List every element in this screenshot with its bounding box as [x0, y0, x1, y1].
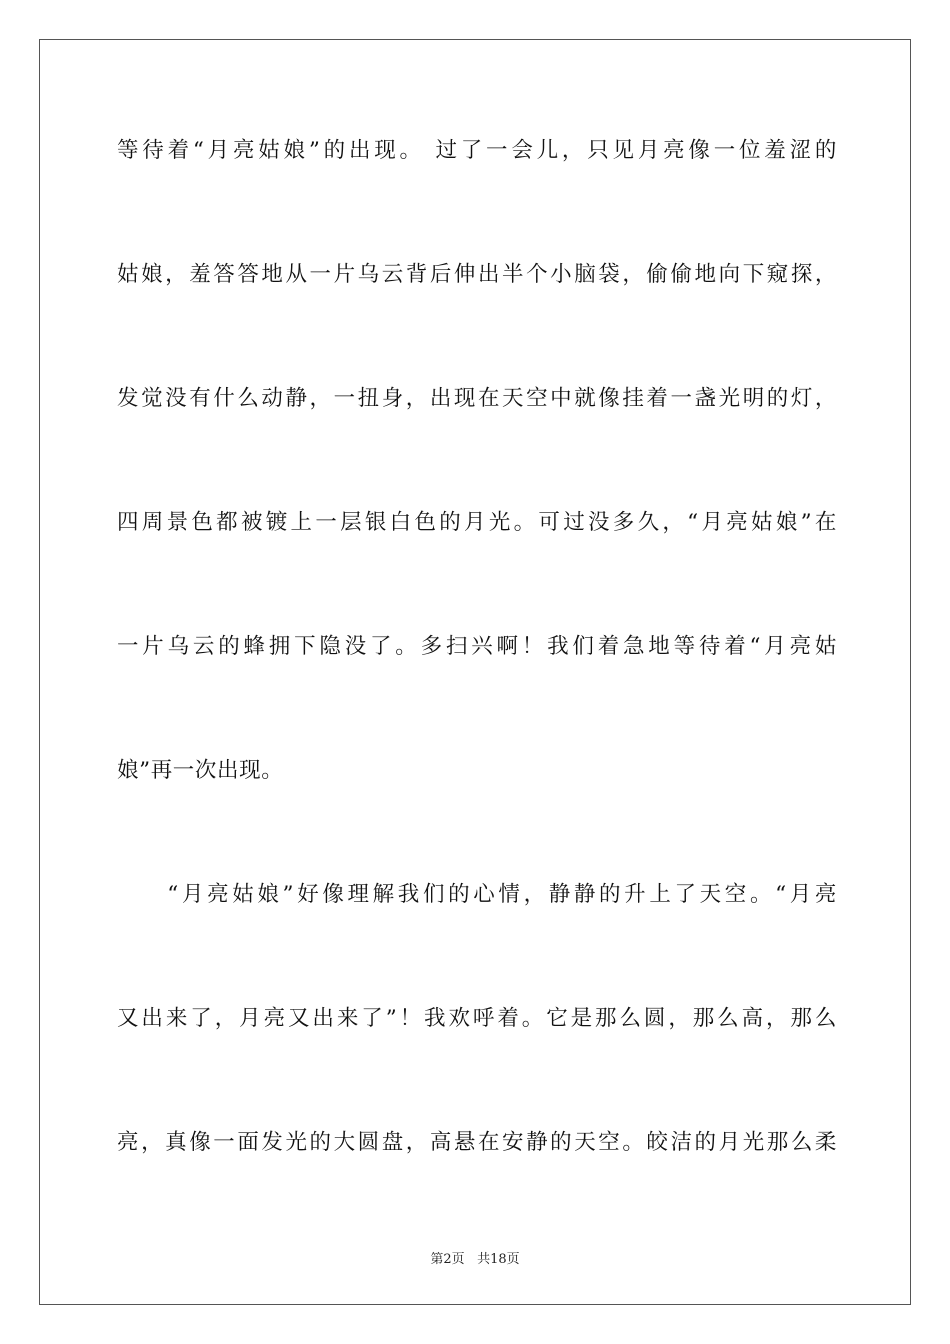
page-number: 第2页	[430, 1252, 465, 1267]
page-border	[39, 39, 911, 1305]
body-text-line: 又出来了，月亮又出来了”！我欢呼着。它是那么圆，那么高，那么	[117, 1006, 837, 1031]
body-text-line: 亮，真像一面发光的大圆盘，高悬在安静的天空。皎洁的月光那么柔	[117, 1130, 837, 1155]
body-text-line: 等待着“月亮姑娘”的出现。 过了一会儿，只见月亮像一位羞涩的	[117, 138, 837, 163]
body-text-line: 发觉没有什么动静，一扭身，出现在天空中就像挂着一盏光明的灯，	[117, 386, 837, 411]
page-total: 共18页	[477, 1252, 520, 1267]
page-footer	[0, 1248, 950, 1267]
body-text-line: 姑娘，羞答答地从一片乌云背后伸出半个小脑袋，偷偷地向下窥探，	[117, 262, 837, 287]
body-text-line: 一片乌云的蜂拥下隐没了。多扫兴啊！我们着急地等待着“月亮姑	[117, 634, 837, 659]
body-text-line: 四周景色都被镀上一层银白色的月光。可过没多久，“月亮姑娘”在	[117, 510, 837, 535]
body-text-line: “月亮姑娘”好像理解我们的心情，静静的升上了天空。“月亮	[117, 882, 837, 907]
body-text-line: 娘”再一次出现。	[117, 758, 284, 783]
